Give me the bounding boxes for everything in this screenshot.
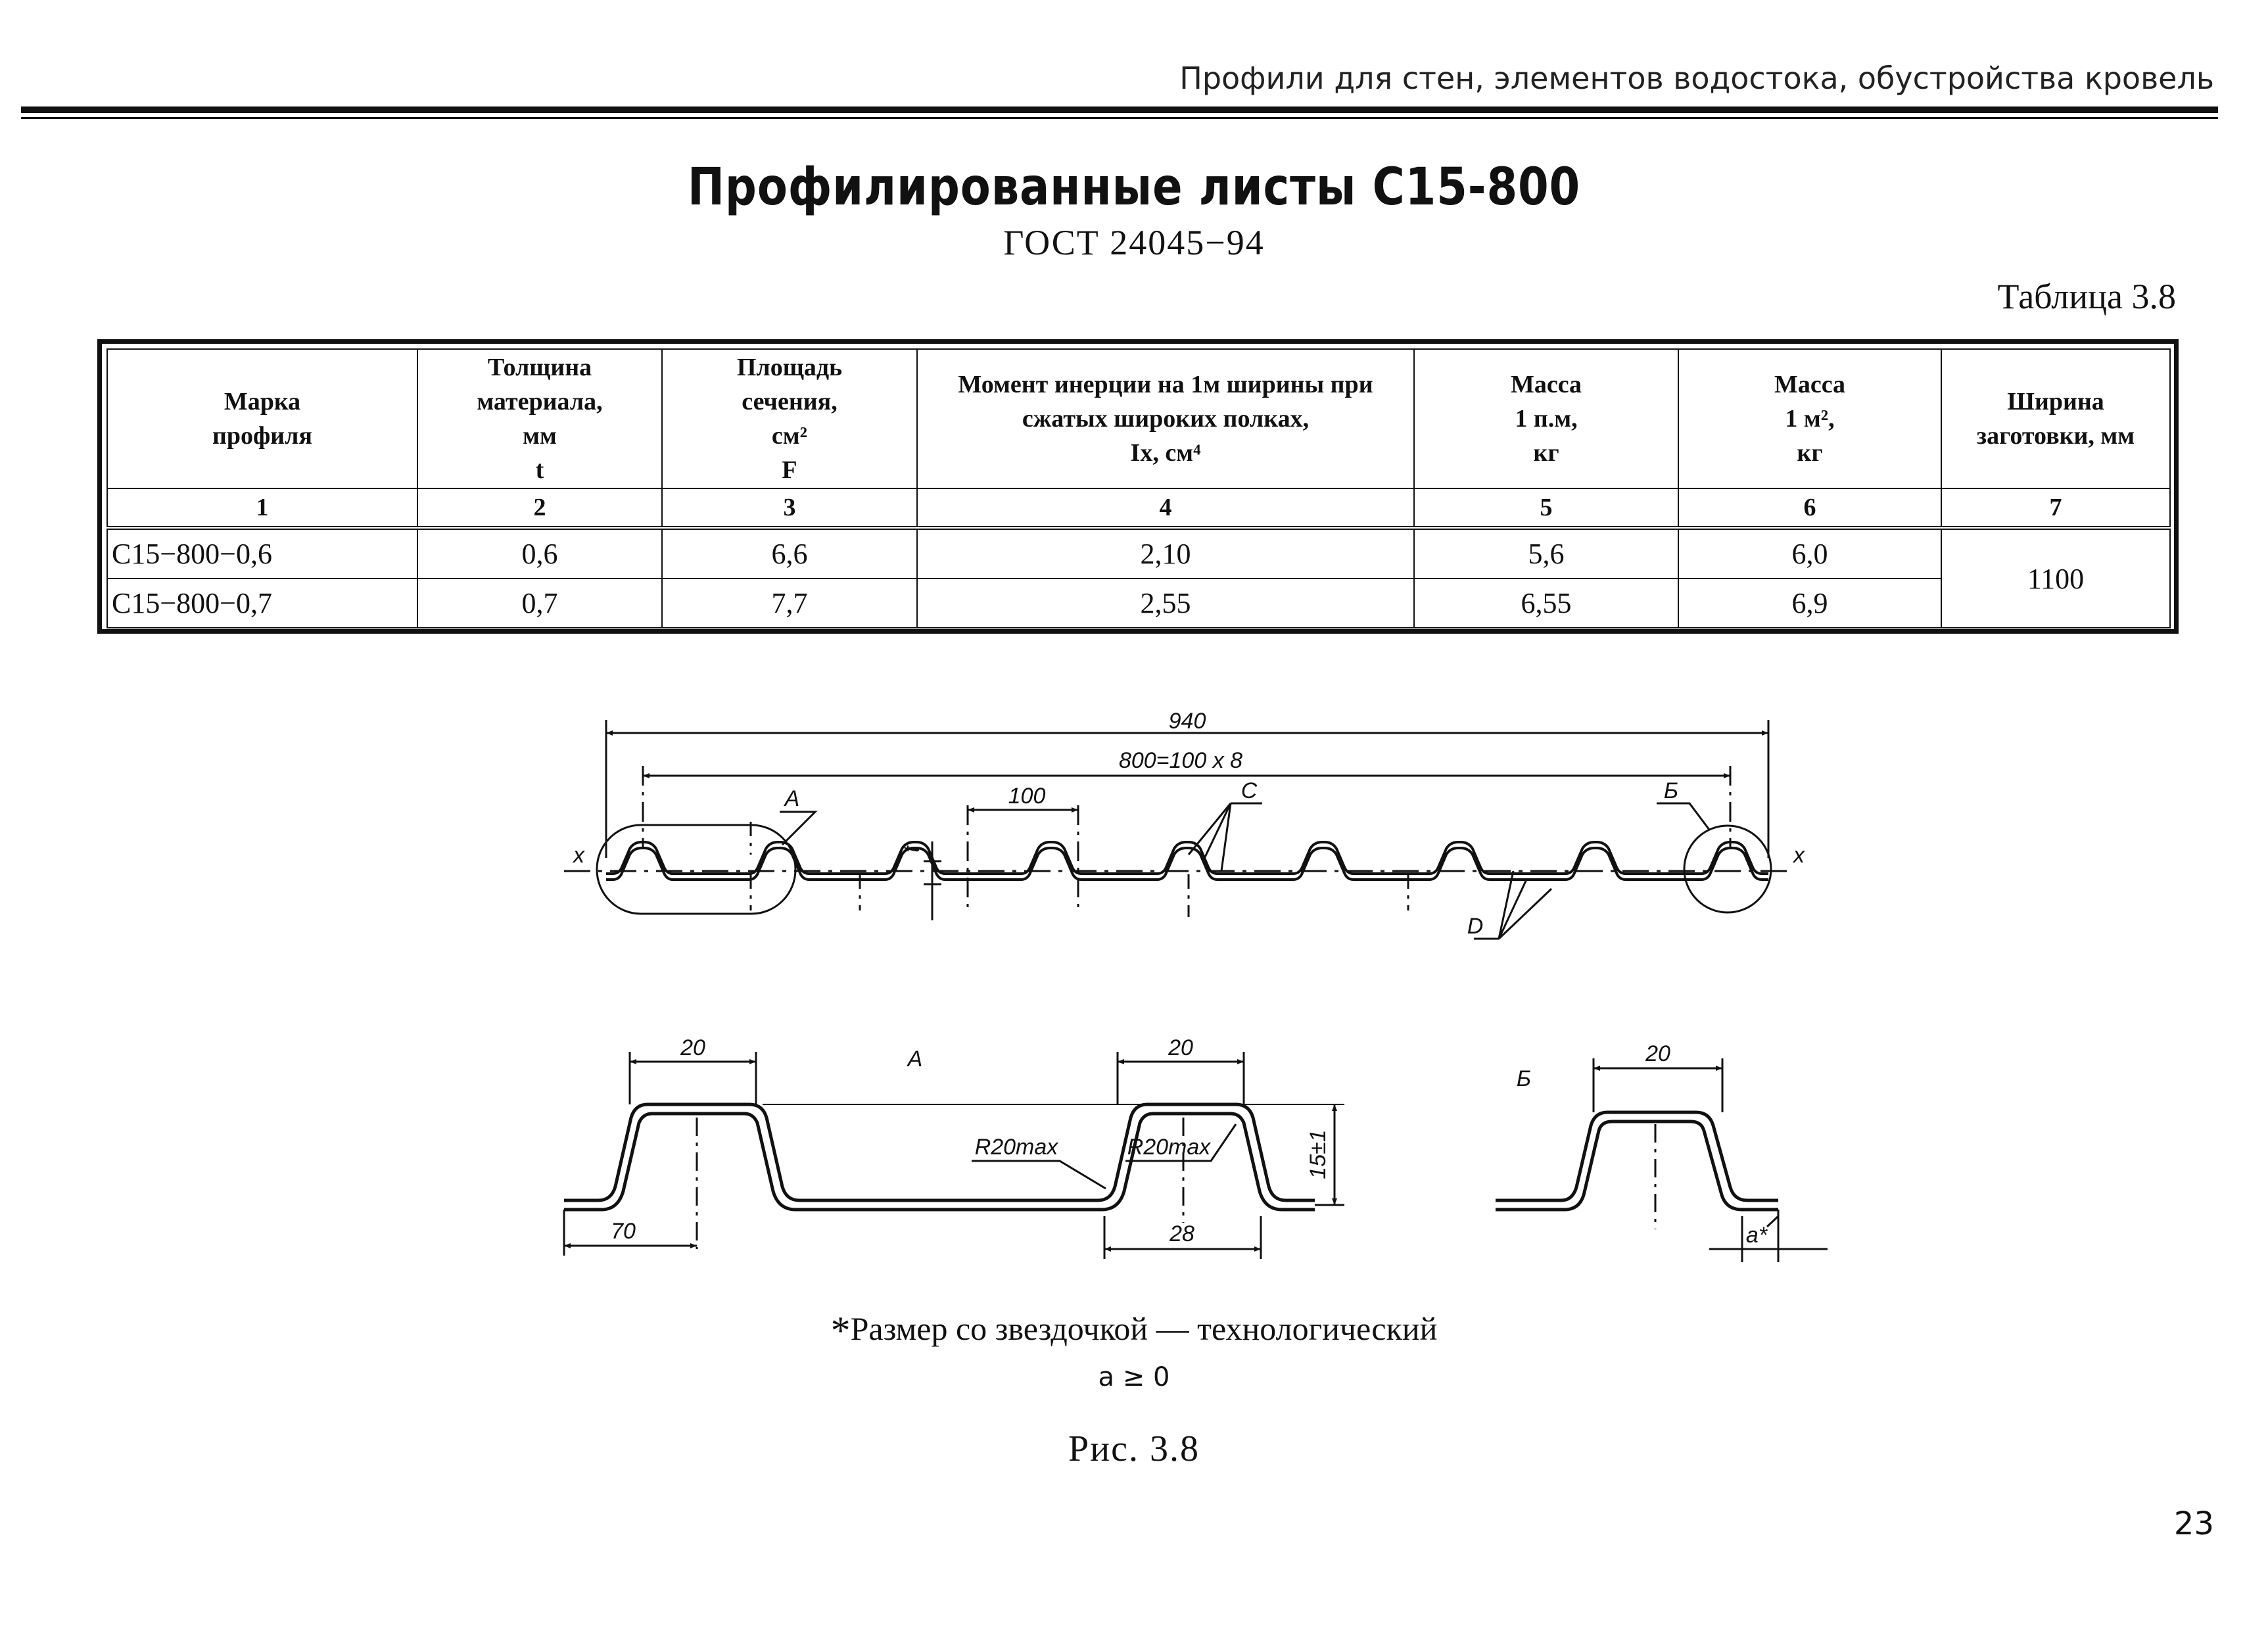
dim-top-right-label: 20 — [1168, 1035, 1193, 1060]
dim-top-b-label: 20 — [1645, 1041, 1670, 1066]
centre-marks — [751, 822, 1408, 917]
dim-radius-1-label: R20max — [974, 1135, 1058, 1160]
detail-a-dimensions — [564, 1052, 1344, 1259]
thickness-cell: 0,6 — [417, 528, 662, 578]
detail-b-profile — [1496, 1112, 1778, 1210]
header-cell: Ширина заготовки, мм — [1941, 349, 2170, 488]
column-number: 4 — [917, 488, 1414, 528]
dim-height-label: 15±1 — [1306, 1129, 1331, 1179]
blank-width-cell: 1100 — [1941, 528, 2170, 628]
thickness-cell: 0,7 — [417, 578, 662, 628]
mass-per-meter-cell: 6,55 — [1414, 578, 1678, 628]
detail-a-title: А — [907, 1047, 923, 1072]
thickness-label: t — [899, 846, 924, 853]
header-cell: Масса 1 п.м, кг — [1414, 349, 1678, 488]
mass-per-sqm-cell: 6,0 — [1678, 528, 1941, 578]
header-cell: Площадь сечения, см² F — [662, 349, 917, 488]
axis-label-right: x — [1793, 843, 1805, 868]
column-number: 5 — [1414, 488, 1678, 528]
table-label: Таблица 3.8 — [1997, 277, 2176, 316]
header-cell: Марка профиля — [107, 349, 417, 488]
detail-a-outline — [597, 825, 795, 914]
profile-mark-cell: С15−800−0,7 — [107, 578, 417, 628]
dim-base-label: 28 — [1169, 1221, 1194, 1246]
column-number: 3 — [662, 488, 917, 528]
column-number: 1 — [107, 488, 417, 528]
area-cell: 6,6 — [662, 528, 917, 578]
dim-100 — [968, 805, 1078, 910]
page-title: Профилированные листы С15-800 — [687, 158, 1581, 217]
header-cell: Масса 1 м², кг — [1678, 349, 1941, 488]
profile-sheet-outer-line — [606, 848, 1768, 880]
running-header: Профили для стен, элементов водостока, обустройства кровель — [1179, 60, 2214, 96]
area-cell: 7,7 — [662, 578, 917, 628]
figure-caption: Рис. 3.8 — [1068, 1428, 1200, 1469]
dim-total-label: 940 — [1168, 709, 1206, 734]
mass-per-sqm-cell: 6,9 — [1678, 578, 1941, 628]
column-number: 7 — [1941, 488, 2170, 528]
mass-per-meter-cell: 5,6 — [1414, 528, 1678, 578]
footnote-condition: a ≥ 0 — [1098, 1362, 1170, 1392]
callout-a-label: А — [784, 786, 800, 811]
dim-800 — [643, 766, 1730, 848]
dim-top-left-label: 20 — [680, 1035, 705, 1060]
profile-mark-cell: С15−800−0,6 — [107, 528, 417, 578]
inertia-cell: 2,10 — [917, 528, 1414, 578]
column-number: 2 — [417, 488, 662, 528]
header-cell: Толщина материала, мм t — [417, 349, 662, 488]
footnote-text: Размер со звездочкой — технологический — [850, 1310, 1438, 1347]
dim-step-label: 100 — [1008, 784, 1046, 809]
dim-radius-2-label: R20max — [1127, 1135, 1211, 1160]
axis-label-left: x — [573, 843, 584, 868]
dim-pitch-label: 800=100 x 8 — [1118, 748, 1243, 773]
page-number: 23 — [2173, 1505, 2214, 1542]
standard-reference: ГОСТ 24045−94 — [1003, 223, 1265, 262]
footnote-star: * — [830, 1309, 851, 1352]
footnote — [0, 1308, 2268, 1354]
column-number: 6 — [1678, 488, 1941, 528]
dim-a-star-label: a* — [1745, 1223, 1768, 1248]
inertia-cell: 2,55 — [917, 578, 1414, 628]
detail-b-outline — [1684, 826, 1771, 912]
callout-c-label: C — [1240, 778, 1258, 803]
callout-b-label: Б — [1663, 778, 1679, 803]
detail-b-title: Б — [1516, 1066, 1532, 1091]
dim-edge-label: 70 — [611, 1219, 636, 1244]
profile-sheet — [606, 842, 1768, 880]
header-cell: Момент инерции на 1м ширины при сжатых широких полках, Ix, см⁴ — [917, 349, 1414, 488]
callout-d-label: D — [1467, 914, 1484, 939]
